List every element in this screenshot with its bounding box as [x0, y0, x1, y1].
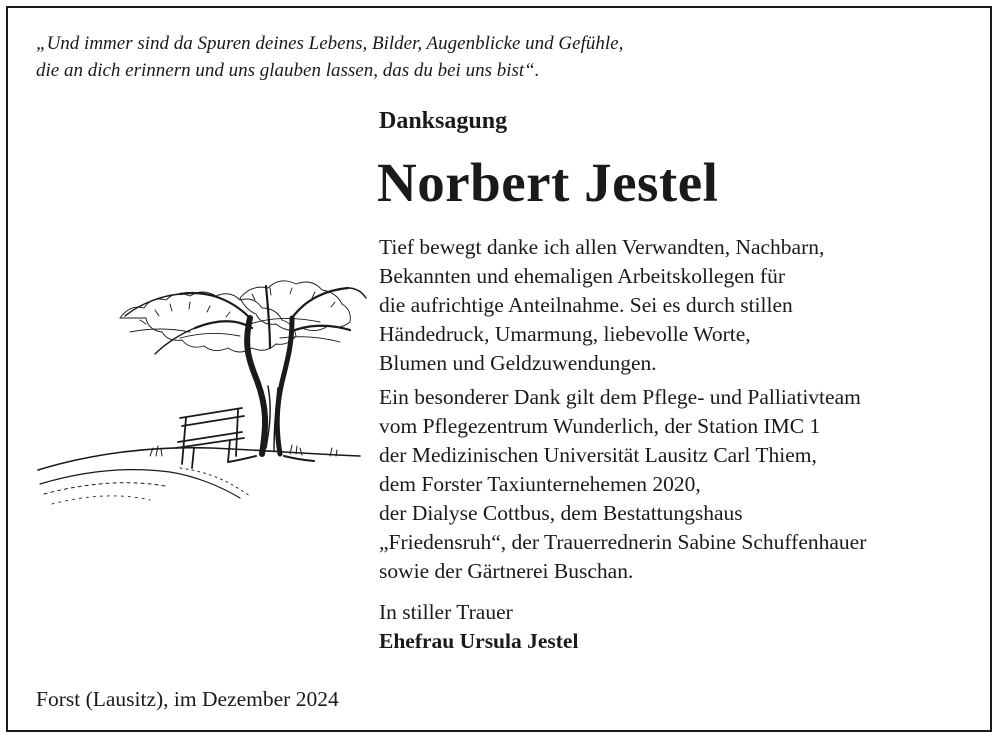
- text-line: Ein besonderer Dank gilt dem Pflege- und Palliativteam: [379, 385, 861, 409]
- thanks-paragraph: [379, 233, 979, 378]
- text-line: „Friedensruh“, der Trauerrednerin Sabine Schuffenhauer: [379, 530, 867, 554]
- quote-line: die an dich erinnern und uns glauben lassen, das du bei uns bist“.: [36, 60, 540, 81]
- text-line: vom Pflegezentrum Wunderlich, der Station IMC 1: [379, 414, 821, 438]
- text-line: Blumen und Geldzuwendungen.: [379, 351, 657, 375]
- deceased-name: Norbert Jestel: [377, 152, 719, 213]
- text-line: dem Forster Taxiunternehemen 2020,: [379, 472, 701, 496]
- text-line: der Medizinischen Universität Lausitz Carl Thiem,: [379, 443, 817, 467]
- closing-line: In stiller Trauer: [379, 600, 513, 624]
- text-line: sowie der Gärtnerei Buschan.: [379, 559, 634, 583]
- closing-block: [379, 598, 979, 656]
- text-line: Bekannten und ehemaligen Arbeitskollegen für: [379, 264, 785, 288]
- special-thanks-paragraph: [379, 383, 979, 586]
- text-line: der Dialyse Cottbus, dem Bestattungshaus: [379, 501, 743, 525]
- place-date-line: Forst (Lausitz), im Dezember 2024: [36, 687, 339, 711]
- memorial-quote: [36, 30, 936, 84]
- signer-name: Ehefrau Ursula Jestel: [379, 629, 579, 653]
- text-line: Tief bewegt danke ich allen Verwandten, Nachbarn,: [379, 235, 825, 259]
- text-line: Händedruck, Umarmung, liebevolle Worte,: [379, 322, 751, 346]
- tree-with-bench-illustration: [30, 258, 370, 528]
- text-line: die aufrichtige Anteilnahme. Sei es durch stillen: [379, 293, 793, 317]
- quote-line: „Und immer sind da Spuren deines Lebens, Bilder, Augenblicke und Gefühle,: [36, 33, 624, 54]
- notice-heading: Danksagung: [379, 108, 508, 134]
